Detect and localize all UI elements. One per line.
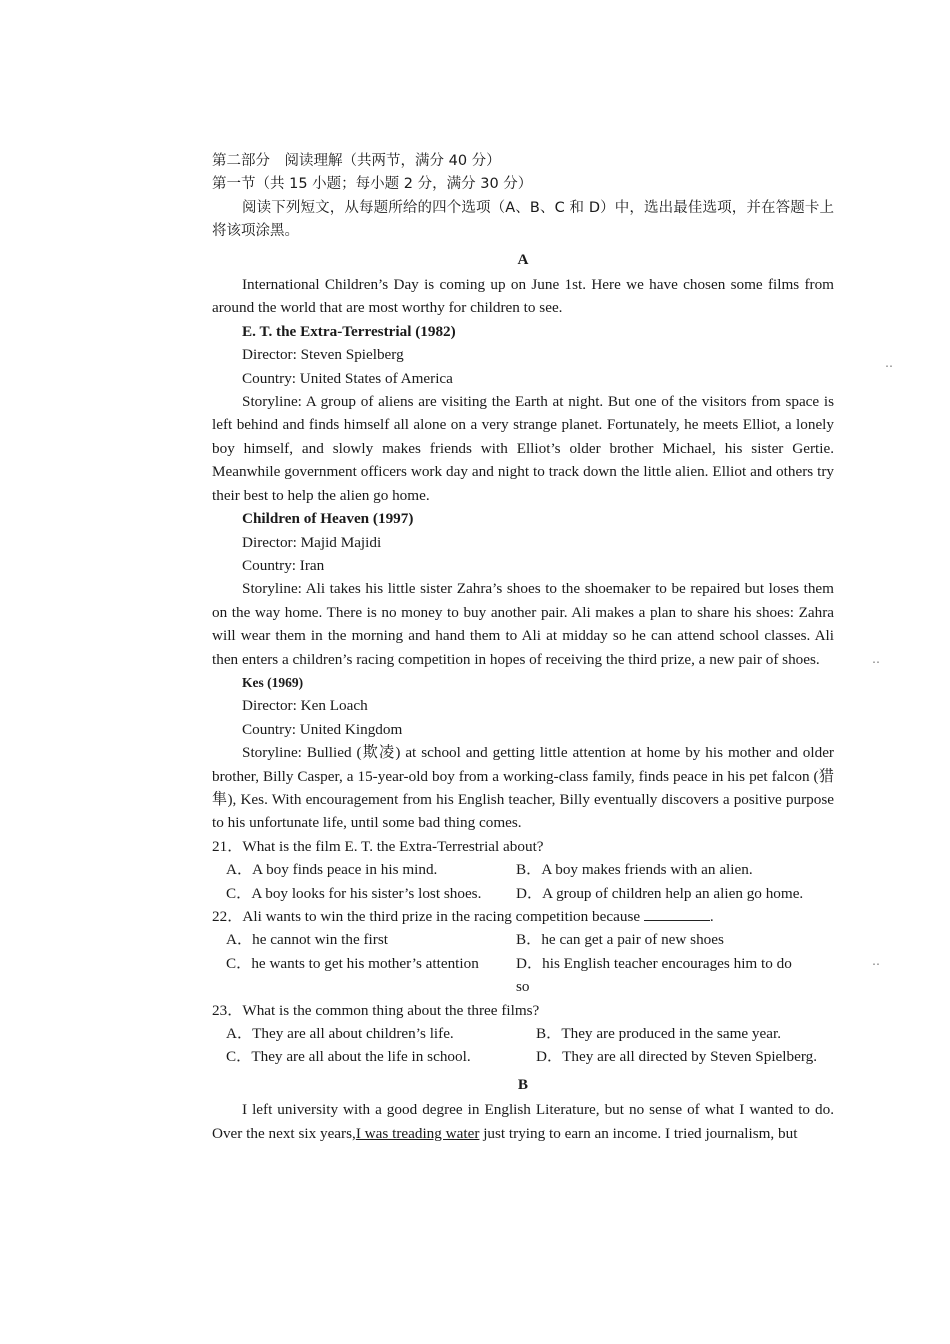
film-storyline: Storyline: A group of aliens are visiting the Earth at night. But one of the visitors from space is left behind and finds himself all alone on a very strange planet. Fortunately, he meets Elliot, a lonely boy himself, and slowly makes friends with Elliot’s older brother Michael, his sister Gertie. Meanwhile government officers work day and night to track down the little alien. Elliot and others try their best to help the alien go home. xyxy=(212,393,834,504)
option-a: A．he cannot win the first xyxy=(226,931,388,949)
film-title: E. T. the Extra-Terrestrial (1982) xyxy=(242,322,456,340)
question-21-options-row-1 xyxy=(212,858,834,881)
question-23-options-row-2 xyxy=(212,1045,834,1068)
film-director: Director: Ken Loach xyxy=(242,697,368,715)
option-a: A．They are all about children’s life. xyxy=(226,1025,454,1043)
passage-b-line-2-start: Over the next six years, xyxy=(212,1124,356,1142)
film-country: Country: Iran xyxy=(242,556,325,574)
film-country: Country: United States of America xyxy=(242,369,453,387)
question-22-stem xyxy=(212,905,834,928)
passage-a-label: A xyxy=(517,250,529,268)
film-director: Director: Majid Majidi xyxy=(242,533,382,551)
passage-b-label: B xyxy=(517,1075,529,1093)
option-b: B．he can get a pair of new shoes xyxy=(516,931,724,949)
film-director: Director: Steven Spielberg xyxy=(242,346,404,364)
passage-b-text xyxy=(212,1098,834,1145)
passage-b-line-1: I left university with a good degree in English Literature, but no sense of what I wanted to do. xyxy=(242,1101,834,1119)
film-storyline: Storyline: Bullied (欺凌) at school and getting little attention at home by his mother and older brother, Billy Casper, a 15-year-old boy from a working-class family, finds peace in his pet falcon (猎隼), Kes. With encouragement from his English teacher, Billy eventually discovers a positive purpose to his unfortunate life, until some bad thing comes. xyxy=(212,744,834,832)
question-22-options-row-1 xyxy=(212,928,834,951)
margin-mark: ‥ xyxy=(885,356,894,370)
section-heading: 第一节（共 15 小题；每小题 2 分，满分 30 分） xyxy=(212,176,533,193)
instruction-text: 阅读下列短文，从每题所给的四个选项（A、B、C 和 D）中，选出最佳选项，并在答题卡上将该项涂黑。 xyxy=(212,199,834,240)
question-23-stem: 23．What is the common thing about the three films? xyxy=(212,1001,540,1019)
margin-mark: ‥ xyxy=(872,954,881,968)
passage-b-line-2-end: just trying to earn an income. I tried journalism, but xyxy=(479,1124,798,1142)
film-title: Kes (1969) xyxy=(242,674,304,690)
option-a: A．A boy finds peace in his mind. xyxy=(226,861,438,879)
page-content xyxy=(212,150,834,1145)
question-21-stem: 21．What is the film E. T. the Extra-Terrestrial about? xyxy=(212,837,544,855)
question-22-text: 22．Ali wants to win the third prize in the racing competition because xyxy=(212,908,641,925)
option-c: C．he wants to get his mother’s attention xyxy=(226,954,479,972)
question-22-end: . xyxy=(709,908,714,925)
answer-blank xyxy=(644,906,710,921)
film-title: Children of Heaven (1997) xyxy=(242,510,414,528)
option-b: B．They are produced in the same year. xyxy=(536,1025,782,1043)
underlined-phrase: I was treading water xyxy=(355,1124,480,1142)
option-d: D．his English teacher encourages him to do so xyxy=(516,954,792,996)
option-d: D．They are all directed by Steven Spielberg. xyxy=(536,1048,818,1066)
option-c: C．A boy looks for his sister’s lost shoes. xyxy=(226,884,482,902)
option-d: D．A group of children help an alien go home. xyxy=(516,884,804,902)
question-21-options-row-2 xyxy=(212,882,834,905)
option-b: B．A boy makes friends with an alien. xyxy=(516,861,753,879)
option-c: C．They are all about the life in school. xyxy=(226,1048,471,1066)
film-country: Country: United Kingdom xyxy=(242,720,403,738)
part-heading: 第二部分 阅读理解（共两节，满分 40 分） xyxy=(212,153,501,169)
passage-a-intro: International Children’s Day is coming up on June 1st. Here we have chosen some films from around the world that are most worthy for children to see. xyxy=(212,276,834,317)
question-23-options-row-1 xyxy=(212,1022,834,1045)
margin-mark: ‥ xyxy=(872,652,881,666)
film-storyline: Storyline: Ali takes his little sister Zahra’s shoes to the shoemaker to be repaired but loses them on the way home. There is no money to buy another pair. Ali makes a plan to share his shoes: Zahra will wear them in the morning and hand them to Ali at midday so he can attend school classes. Ali then enters a children’s racing competition in hopes of receiving the third prize, a new pair of shoes. xyxy=(212,580,834,668)
question-22-options-row-2 xyxy=(212,952,834,999)
